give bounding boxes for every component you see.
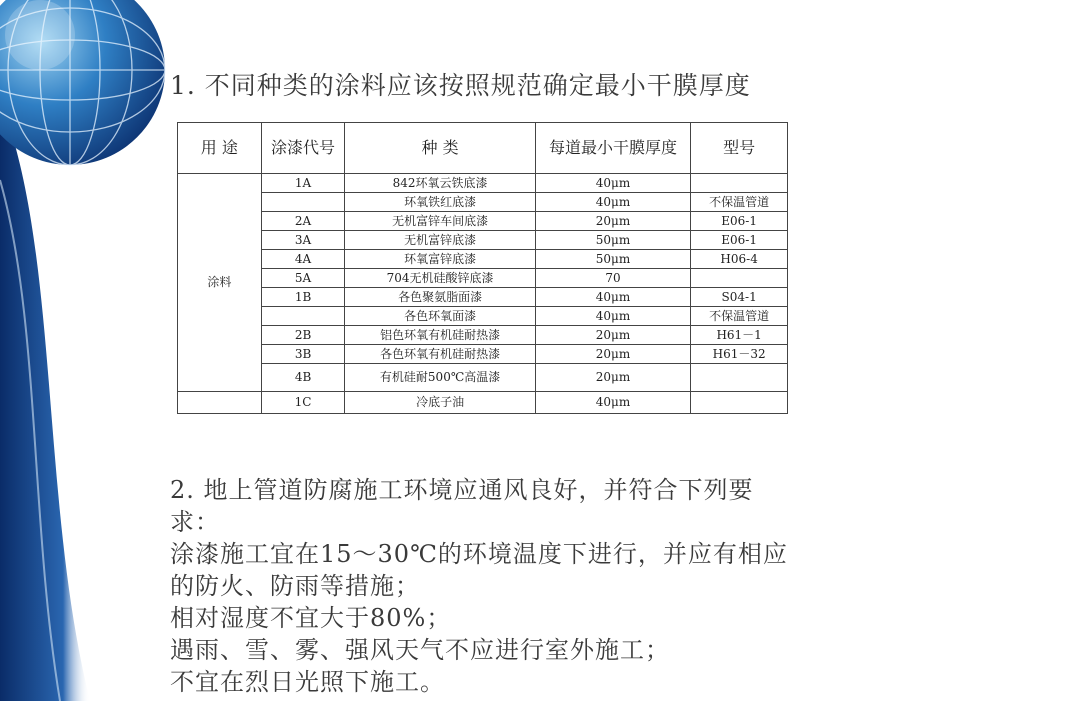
thickness-cell: 20μm	[535, 345, 690, 364]
table-row	[178, 269, 788, 288]
table-row	[178, 345, 788, 364]
code-cell: 3A	[261, 231, 345, 250]
thickness-cell: 40μm	[535, 174, 690, 193]
kind-cell: 无机富锌车间底漆	[345, 212, 535, 231]
code-cell: 5A	[261, 269, 345, 288]
kind-cell: 环氧铁红底漆	[345, 193, 535, 212]
code-cell: 1B	[261, 288, 345, 307]
thickness-cell: 40μm	[535, 307, 690, 326]
code-cell: 4A	[261, 250, 345, 269]
table-row	[178, 212, 788, 231]
thickness-cell: 20μm	[535, 326, 690, 345]
code-cell: 1C	[261, 392, 345, 414]
header-code: 涂漆代号	[261, 123, 345, 174]
table-row	[178, 326, 788, 345]
model-cell	[691, 392, 788, 414]
model-cell	[691, 269, 788, 288]
use-cell: 涂料	[178, 174, 262, 392]
kind-cell: 各色聚氨脂面漆	[345, 288, 535, 307]
model-cell: H61－1	[691, 326, 788, 345]
table-row	[178, 307, 788, 326]
thickness-cell: 40μm	[535, 392, 690, 414]
table-row	[178, 250, 788, 269]
model-cell: S04-1	[691, 288, 788, 307]
globe-decoration	[0, 0, 180, 701]
model-cell: H06-4	[691, 250, 788, 269]
code-cell: 2A	[261, 212, 345, 231]
table-row	[178, 364, 788, 392]
kind-cell: 冷底子油	[345, 392, 535, 414]
thickness-cell: 50μm	[535, 250, 690, 269]
model-cell: E06-1	[691, 231, 788, 250]
header-kind: 种 类	[345, 123, 535, 174]
kind-cell: 842环氧云铁底漆	[345, 174, 535, 193]
section-2-text	[170, 474, 800, 698]
code-cell: 3B	[261, 345, 345, 364]
kind-cell: 有机硅耐500℃高温漆	[345, 364, 535, 392]
kind-cell: 704无机硅酸锌底漆	[345, 269, 535, 288]
model-cell	[691, 364, 788, 392]
code-cell: 1A	[261, 174, 345, 193]
paragraph-line: 相对湿度不宜大于80%；	[170, 604, 452, 632]
header-model: 型号	[691, 123, 788, 174]
header-use: 用 途	[178, 123, 262, 174]
code-cell	[261, 193, 345, 212]
paragraph-line: 不宜在烈日光照下施工。	[170, 668, 445, 696]
kind-cell: 环氧富锌底漆	[345, 250, 535, 269]
model-cell	[691, 174, 788, 193]
model-cell: H61－32	[691, 345, 788, 364]
thickness-cell: 40μm	[535, 288, 690, 307]
thickness-cell: 70	[535, 269, 690, 288]
thickness-cell: 20μm	[535, 212, 690, 231]
thickness-cell: 50μm	[535, 231, 690, 250]
table-header-row	[178, 123, 788, 174]
kind-cell: 各色环氧有机硅耐热漆	[345, 345, 535, 364]
model-cell: 不保温管道	[691, 193, 788, 212]
thickness-cell: 20μm	[535, 364, 690, 392]
kind-cell: 无机富锌底漆	[345, 231, 535, 250]
code-cell	[261, 307, 345, 326]
table-row	[178, 174, 788, 193]
table-row	[178, 193, 788, 212]
model-cell: E06-1	[691, 212, 788, 231]
table-row	[178, 392, 788, 414]
thickness-cell: 40μm	[535, 193, 690, 212]
kind-cell: 铝色环氧有机硅耐热漆	[345, 326, 535, 345]
code-cell: 2B	[261, 326, 345, 345]
paragraph-line: 2. 地上管道防腐施工环境应通风良好，并符合下列要求：	[170, 476, 754, 536]
code-cell: 4B	[261, 364, 345, 392]
paragraph-line: 涂漆施工宜在15～30℃的环境温度下进行，并应有相应的防火、防雨等措施；	[170, 540, 788, 600]
table-row	[178, 231, 788, 250]
header-thickness: 每道最小干膜厚度	[535, 123, 690, 174]
coating-spec-table	[177, 122, 788, 414]
use-cell-empty	[178, 392, 262, 414]
paragraph-line: 遇雨、雪、雾、强风天气不应进行室外施工；	[170, 636, 670, 664]
table-row	[178, 288, 788, 307]
section-heading-1: 1. 不同种类的涂料应该按照规范确定最小干膜厚度	[170, 71, 751, 100]
kind-cell: 各色环氧面漆	[345, 307, 535, 326]
model-cell: 不保温管道	[691, 307, 788, 326]
